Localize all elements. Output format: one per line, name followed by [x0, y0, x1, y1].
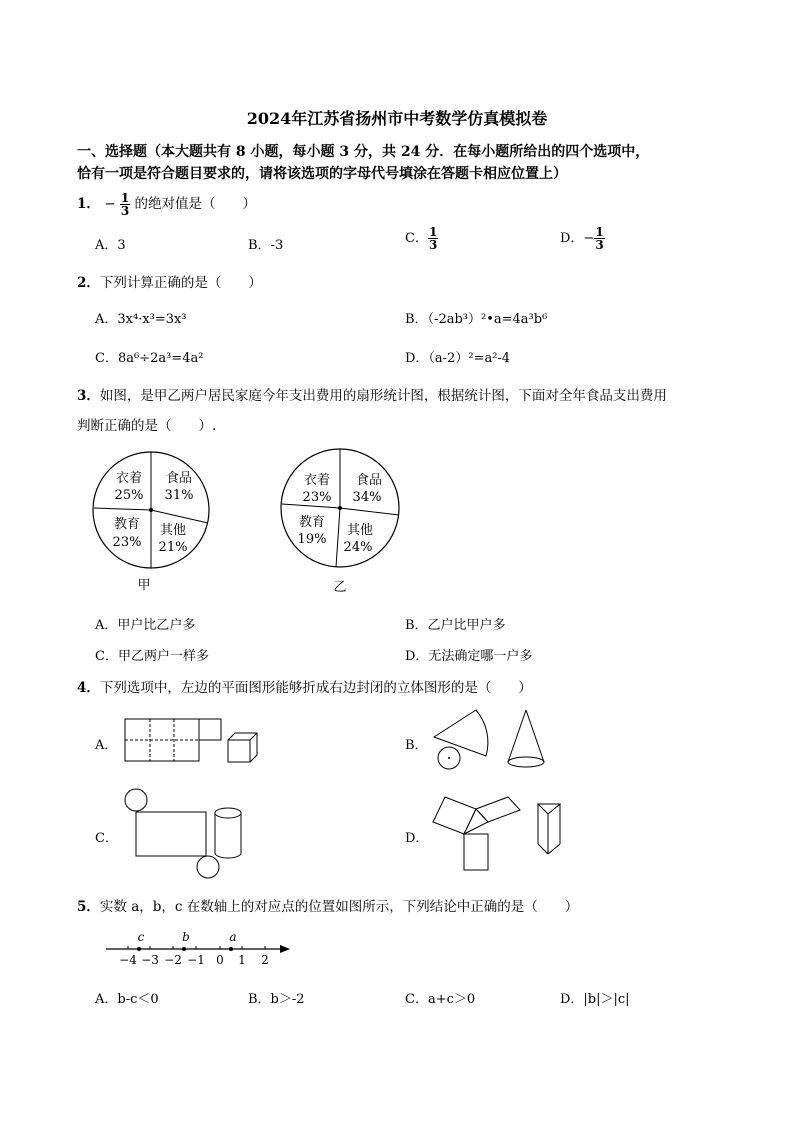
tick-label: −4 [119, 953, 137, 967]
pie-jia-value-clothes: 25% [114, 488, 144, 503]
pie-yi-value-food: 34% [352, 490, 382, 505]
point-a [229, 947, 233, 951]
point-label-b: b [182, 930, 190, 944]
question-number: 1． [77, 196, 100, 212]
tick-label: 1 [238, 953, 246, 967]
q5-option-d: D．|b|＞|c| [560, 992, 630, 1007]
q5-option-c: C．a+c＞0 [405, 992, 476, 1007]
pie-yi-label-clothes: 衣着 [303, 473, 331, 488]
pie-jia-label-other: 其他 [159, 523, 187, 538]
pie-yi-value-clothes: 23% [302, 490, 332, 505]
pie-yi-label-other: 其他 [346, 523, 374, 538]
q4-option-b-figure [428, 706, 558, 776]
q4-option-c-figure [120, 786, 255, 882]
question-4: 4．下列选项中，左边的平面图形能够折成右边封闭的立体图形的是（ ） [77, 680, 532, 696]
pie-chart-yi [278, 446, 418, 598]
tick-label: 0 [216, 953, 224, 967]
section-header-line1: 一、选择题（本大题共有 8 小题，每小题 3 分，共 24 分．在每小题所给出的四个选项中， [77, 144, 650, 160]
q1-option-d: D．− $\frac{1}{3}$ [560, 225, 604, 252]
question-1 [77, 192, 256, 217]
question-3-line1: 3．如图，是甲乙两户居民家庭今年支出费用的扇形统计图，根据统计图，下面对全年食品支出费用 [77, 388, 667, 404]
pie-jia-label-food: 食品 [165, 471, 193, 486]
pie-jia-value-edu: 23% [112, 535, 142, 550]
q1-option-b: B．-3 [248, 238, 284, 253]
q1-option-c: C． $\frac{1}{3}$ [405, 225, 438, 252]
q4-option-b-label: B． [405, 738, 428, 753]
pie-jia-value-other: 21% [158, 540, 188, 555]
q1-option-a: A．3 [95, 238, 126, 253]
pie-yi-caption: 乙 [333, 580, 347, 595]
page-title: 2024年江苏省扬州市中考数学仿真模拟卷 [246, 109, 548, 128]
pie-jia-label-clothes: 衣着 [115, 471, 143, 486]
q2-option-a: A．3x⁴·x³=3x³ [95, 312, 187, 327]
section-header-line2: 恰有一项是符合题目要求的，请将该选项的字母代号填涂在答题卡相应位置上） [77, 166, 567, 182]
q4-option-a-figure [122, 716, 262, 766]
q2-option-d: D．（a-2）²=a²-4 [405, 351, 511, 366]
q3-option-d: D．无法确定哪一户多 [405, 649, 533, 664]
point-label-c: c [137, 930, 145, 944]
pie-yi-value-edu: 19% [297, 532, 327, 547]
tick-label: −1 [187, 953, 205, 967]
number-line [100, 928, 300, 970]
minus-sign: − [104, 196, 116, 212]
q3-option-a: A．甲户比乙户多 [95, 618, 196, 633]
point-c [137, 947, 141, 951]
point-label-a: a [229, 930, 237, 944]
fraction: $\frac{1}{3}$ [120, 191, 130, 218]
question-text: 下列计算正确的是（ ） [99, 275, 262, 291]
question-2: 2．下列计算正确的是（ ） [77, 275, 262, 291]
q2-option-b: B．（-2ab³）²•a=4a³b⁶ [405, 312, 548, 327]
q2-option-c: C．8a⁶÷2a³=4a² [95, 351, 204, 366]
q4-option-d-label: D． [405, 831, 429, 846]
tick-label: 2 [261, 953, 269, 967]
q4-option-a-label: A． [95, 738, 118, 753]
pie-jia-label-edu: 教育 [113, 517, 141, 532]
q4-option-c-label: C． [95, 831, 118, 846]
question-5: 5．实数 a，b，c 在数轴上的对应点的位置如图所示，下列结论中正确的是（ ） [77, 899, 579, 915]
tick-label: −3 [141, 953, 159, 967]
q4-option-d-figure [430, 786, 590, 876]
pie-jia-value-food: 31% [164, 488, 194, 503]
pie-yi-value-other: 24% [343, 540, 373, 555]
tick-label: −2 [164, 953, 182, 967]
pie-yi-label-edu: 教育 [298, 515, 326, 530]
pie-chart-jia [86, 446, 226, 596]
pie-jia-caption: 甲 [137, 578, 151, 593]
q5-option-a: A．b-c＜0 [95, 992, 159, 1007]
pie-yi-label-food: 食品 [355, 473, 383, 488]
point-b [182, 947, 186, 951]
q3-option-b: B．乙户比甲户多 [405, 618, 506, 633]
q5-option-b: B．b＞-2 [248, 992, 305, 1007]
question-3-line2: 判断正确的是（ ）. [77, 418, 217, 434]
q3-option-c: C．甲乙两户一样多 [95, 649, 209, 664]
question-text: 的绝对值是（ ） [134, 196, 256, 212]
